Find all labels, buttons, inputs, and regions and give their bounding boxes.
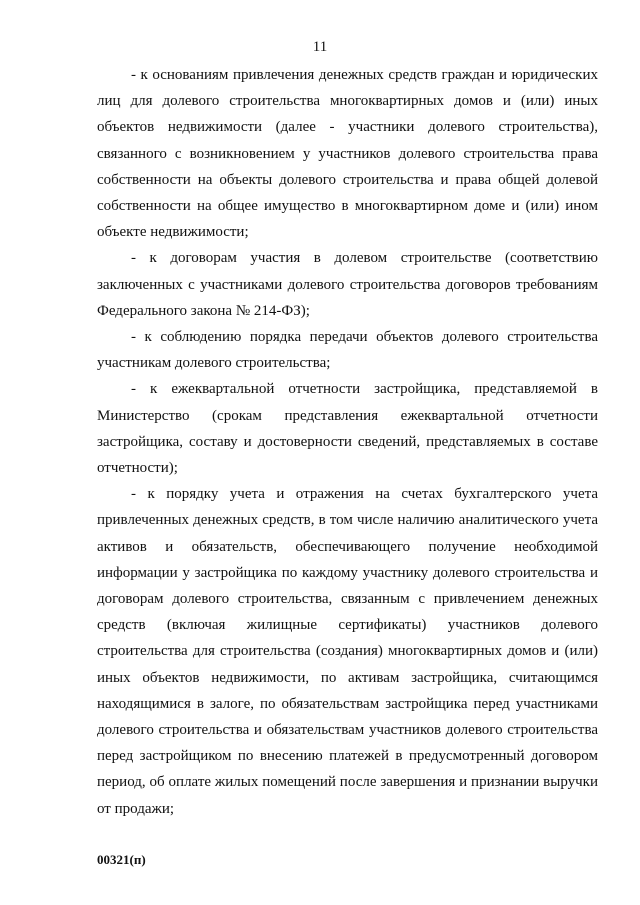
text-line: заключенных с участниками долевого строительства договоров требованиям <box>97 276 598 293</box>
text-line: долевого строительства и обязательствам участников долевого строительства <box>97 722 598 739</box>
paragraph-transfer-procedure <box>97 324 598 376</box>
text-line: - к соблюдению порядка передачи объектов долевого строительства <box>131 329 598 346</box>
text-line: лиц для долевого строительства многоквартирных домов и (или) иных <box>97 93 598 110</box>
text-line: объектов недвижимости (далее - участники долевого строительства), <box>97 119 598 136</box>
text-line: Министерство (срокам представления ежеквартальной отчетности <box>97 407 598 424</box>
text-line: средств (включая жилищные сертификаты) участников долевого <box>97 617 598 634</box>
text-line: активов и обязательств, обеспечивающего получение необходимой <box>97 538 598 555</box>
paragraph-accounting-procedure <box>97 481 598 822</box>
text-line: договорам долевого строительства, связанным с привлечением денежных <box>97 591 598 608</box>
document-body <box>97 62 598 822</box>
text-line: связанного с возникновением у участников долевого строительства права <box>97 145 598 162</box>
text-line: перед застройщиком по внесению платежей в предусмотренный договором <box>97 748 598 765</box>
text-line: - к порядку учета и отражения на счетах бухгалтерского учета <box>131 486 598 503</box>
text-line: Федерального закона № 214-ФЗ); <box>97 302 310 319</box>
text-line: объекте недвижимости; <box>97 224 249 241</box>
paragraph-participation-contracts <box>97 245 598 324</box>
text-line: строительства для строительства (создания) многоквартирных домов и (или) <box>97 643 598 660</box>
text-line: застройщика, составу и достоверности сведений, представляемых в составе <box>97 433 598 450</box>
text-line: иных объектов недвижимости, по активам застройщика, считающимся <box>97 669 598 686</box>
page-number: 11 <box>312 39 328 55</box>
text-line: от продажи; <box>97 800 175 817</box>
document-code: 00321(п) <box>97 852 146 867</box>
text-line: - к договорам участия в долевом строительстве (соответствию <box>131 250 598 267</box>
text-line: период, об оплате жилых помещений после завершения и признании выручки <box>97 774 598 791</box>
text-line: участникам долевого строительства; <box>97 355 331 372</box>
text-line: собственности на общее имущество в многоквартирном доме и (или) ином <box>97 198 598 215</box>
text-line: находящимися в залоге, по обязательствам застройщика перед участниками <box>97 695 598 712</box>
text-line: привлеченных денежных средств, в том числе наличию аналитического учета <box>97 512 598 529</box>
text-line: - к основаниям привлечения денежных средств граждан и юридических <box>131 67 598 83</box>
paragraph-quarterly-reporting <box>97 376 598 481</box>
text-line: информации у застройщика по каждому участнику долевого строительства и <box>97 564 598 581</box>
text-line: отчетности); <box>97 460 178 477</box>
text-line: - к ежеквартальной отчетности застройщика, представляемой в <box>131 381 598 398</box>
text-line: собственности на объекты долевого строительства и права общей долевой <box>97 171 598 188</box>
paragraph-founding-grounds <box>97 62 598 245</box>
